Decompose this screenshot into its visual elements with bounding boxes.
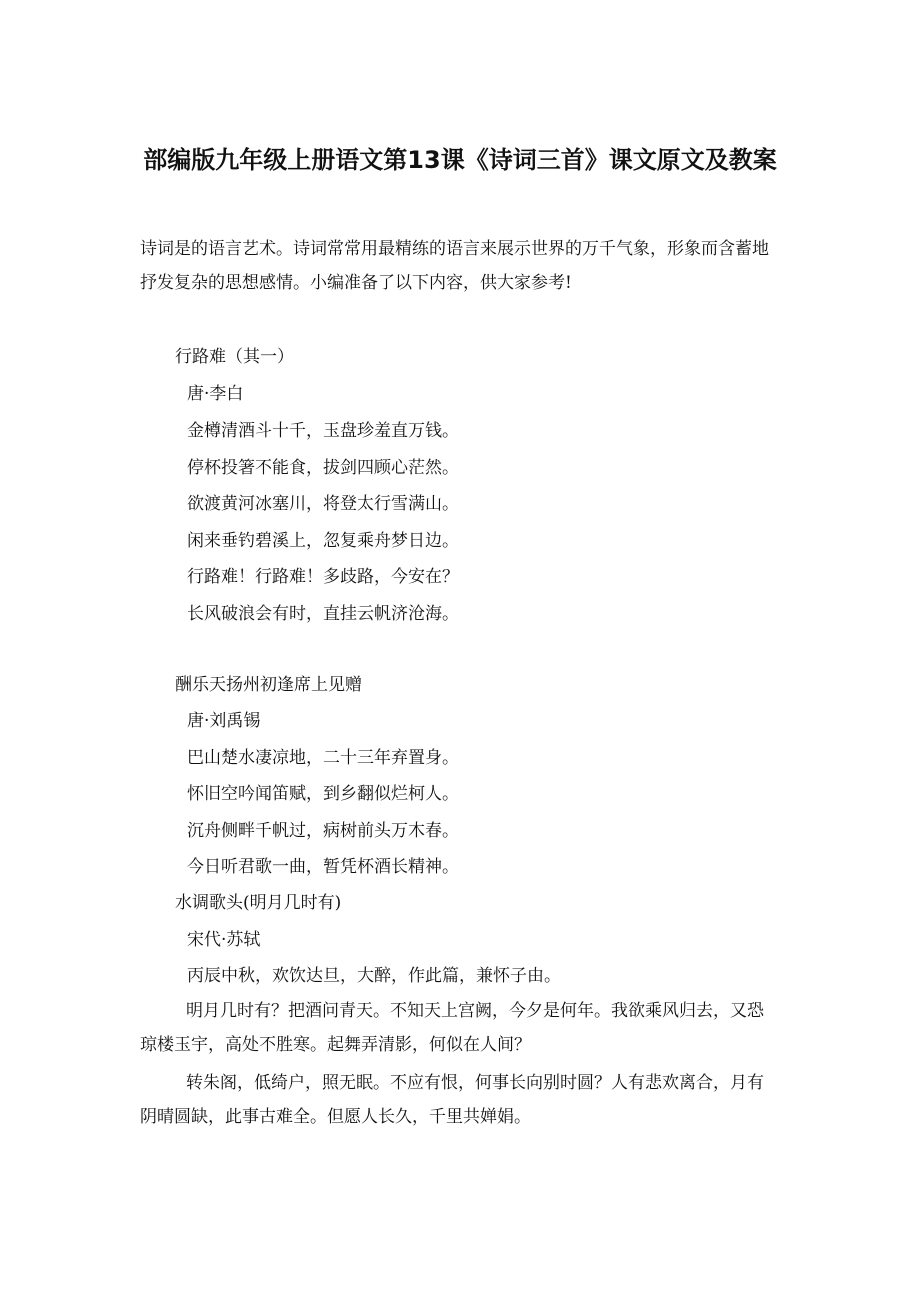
poem-1-line: 长风破浪会有时，直挂云帆济沧海。 (187, 604, 459, 624)
poem-1-line: 金樽清酒斗十千，玉盘珍羞直万钱。 (187, 421, 459, 441)
poem-2-line: 怀旧空吟闻笛赋，到乡翻似烂柯人。 (187, 784, 459, 804)
document-title: 部编版九年级上册语文第13课《诗词三首》课文原文及教案 (143, 146, 777, 174)
poem-2-line: 今日听君歌一曲，暂凭杯酒长精神。 (187, 857, 459, 877)
poem-1-line: 行路难！行路难！多歧路，今安在？ (187, 567, 459, 587)
poem-1-line: 停杯投箸不能食，拔剑四顾心茫然。 (187, 458, 459, 478)
poem-3-title: 水调歌头(明月几时有) (175, 893, 342, 913)
poem-2-line: 沉舟侧畔千帆过，病树前头万木春。 (187, 821, 459, 841)
poem-3-stanza: 明月几时有？把酒问青天。不知天上宫阙，今夕是何年。我欲乘风归去，又恐琼楼玉宇，高处不胜寒。起舞弄清影，何似在人间？ (140, 1001, 764, 1055)
poem-1-line: 闲来垂钓碧溪上，忽复乘舟梦日边。 (187, 531, 459, 551)
poem-2-line: 巴山楚水凄凉地，二十三年弃置身。 (187, 748, 459, 768)
poem-1-line: 欲渡黄河冰塞川，将登太行雪满山。 (187, 494, 459, 514)
poem-3-preface: 丙辰中秋，欢饮达旦，大醉，作此篇，兼怀子由。 (187, 966, 561, 986)
intro-paragraph: 诗词是的语言艺术。诗词常常用最精练的语言来展示世界的万千气象，形象而含蓄地抒发复杂的思想感情。小编准备了以下内容，供大家参考! (140, 239, 769, 293)
poem-2-title: 酬乐天扬州初逢席上见赠 (175, 675, 362, 695)
poem-1-author: 唐·李白 (187, 384, 244, 404)
poem-2-author: 唐·刘禹锡 (187, 711, 261, 731)
poem-3-author: 宋代·苏轼 (187, 930, 261, 950)
poem-3-stanza: 转朱阁，低绮户，照无眠。不应有恨，何事长向别时圆？人有悲欢离合，月有阴晴圆缺，此事古难全。但愿人长久，千里共婵娟。 (140, 1073, 764, 1127)
poem-1-title: 行路难（其一） (175, 347, 294, 367)
